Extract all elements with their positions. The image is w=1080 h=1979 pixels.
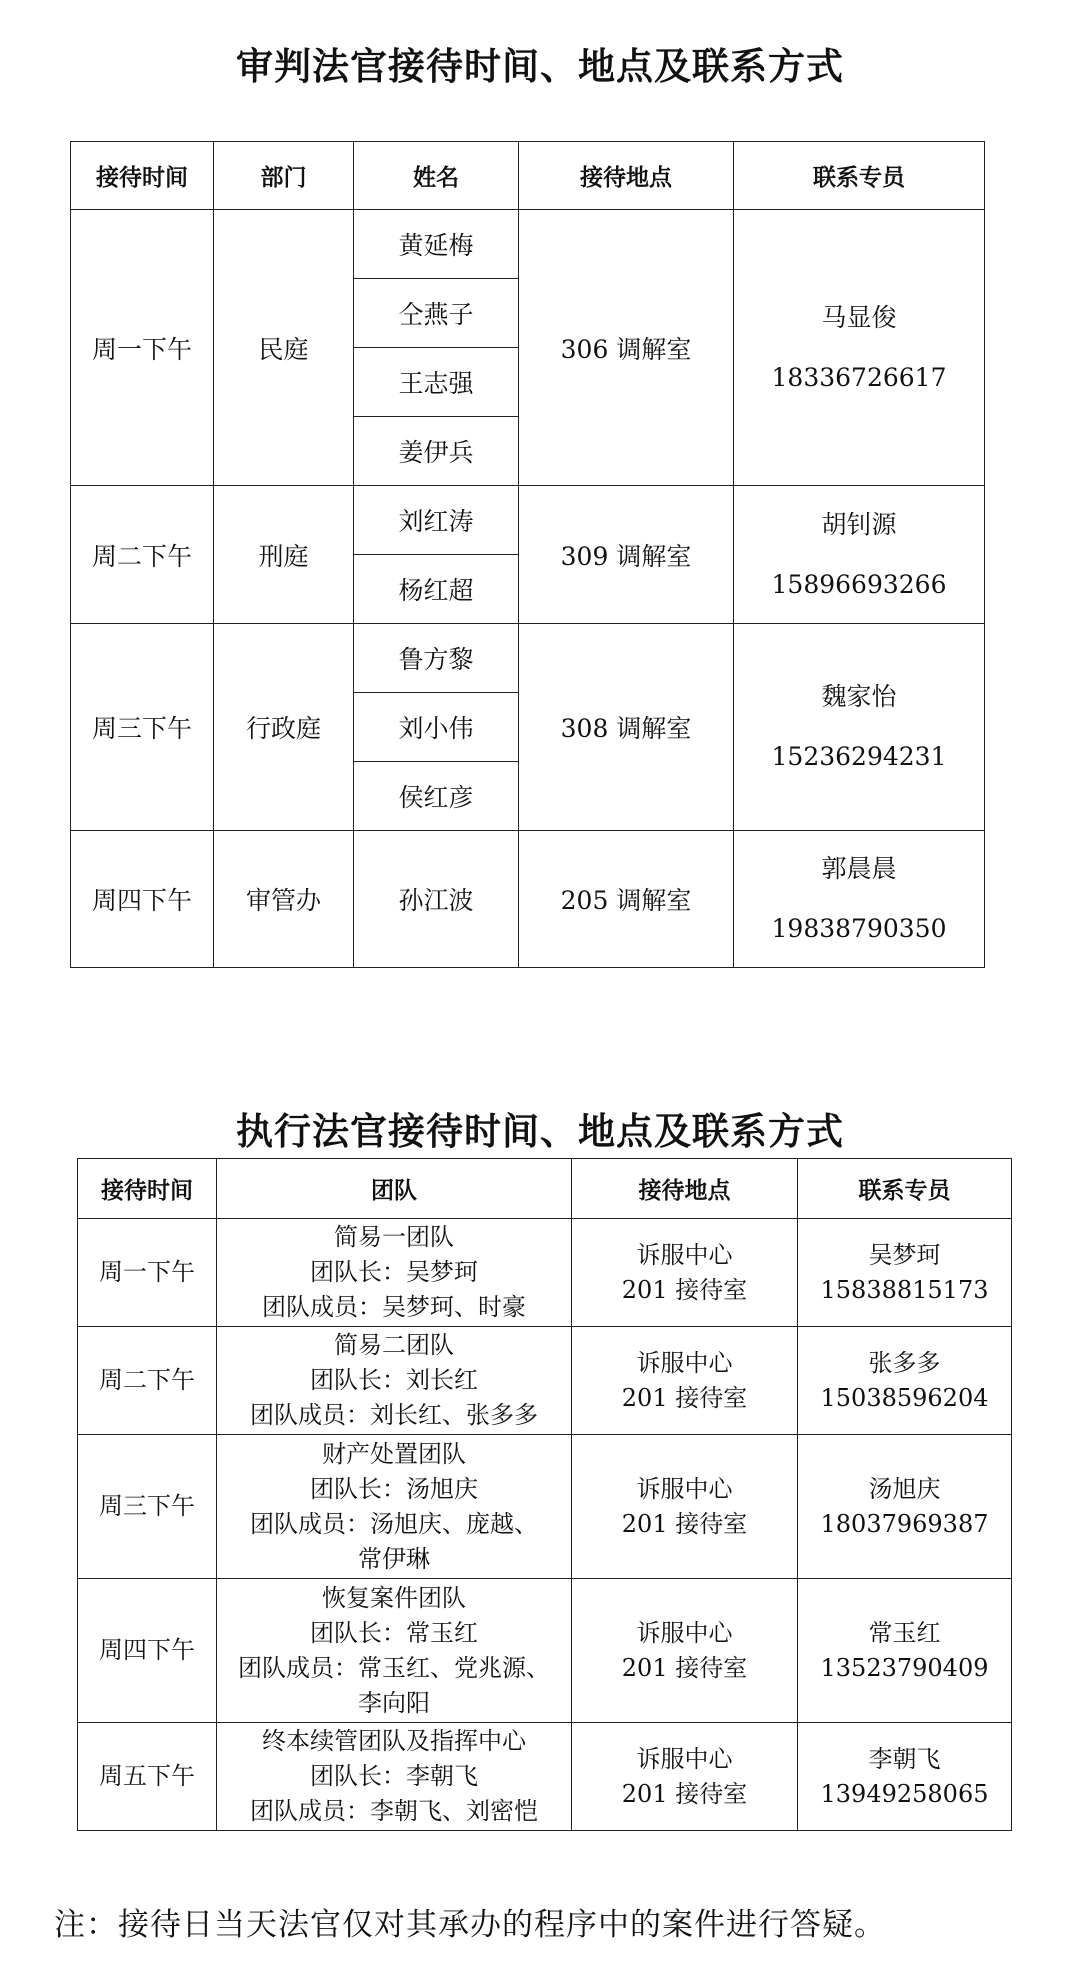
team-leader: 团队长：常玉红 — [310, 1618, 478, 1647]
location-line: 诉服中心 — [636, 1618, 733, 1647]
location-line: 诉服中心 — [636, 1348, 733, 1377]
team-name: 简易一团队 — [334, 1223, 454, 1251]
team-leader: 团队长：刘长红 — [310, 1366, 478, 1394]
team-leader: 团队长：吴梦珂 — [310, 1258, 478, 1286]
team-cell — [217, 1435, 572, 1579]
header-team: 团队 — [217, 1159, 572, 1219]
contact-phone: 18037969387 — [820, 1509, 989, 1538]
name-cell: 鲁方黎 — [354, 624, 519, 693]
location-line: 诉服中心 — [636, 1474, 733, 1503]
team-members-cont: 李向阳 — [358, 1688, 430, 1717]
location-cell: 306 调解室 — [519, 210, 734, 486]
team-leader: 团队长：李朝飞 — [310, 1762, 478, 1790]
time-cell: 周二下午 — [78, 1327, 217, 1435]
team-members-cont: 常伊琳 — [358, 1544, 430, 1573]
header-contact: 联系专员 — [798, 1159, 1012, 1219]
contact-name: 马显俊 — [821, 302, 897, 332]
header-dept: 部门 — [214, 142, 354, 210]
contact-phone: 18336726617 — [771, 362, 947, 392]
team-cell — [217, 1219, 572, 1327]
contact-cell — [798, 1579, 1012, 1723]
name-cell: 刘小伟 — [354, 693, 519, 762]
time-cell: 周二下午 — [71, 486, 214, 624]
location-line: 诉服中心 — [636, 1744, 733, 1773]
team-members: 团队成员：汤旭庆、庞越、 — [250, 1509, 538, 1538]
time-cell: 周四下午 — [78, 1579, 217, 1723]
name-cell: 侯红彦 — [354, 762, 519, 831]
time-cell: 周一下午 — [78, 1219, 217, 1327]
header-location: 接待地点 — [519, 142, 734, 210]
contact-phone: 19838790350 — [771, 914, 947, 943]
team-cell — [217, 1327, 572, 1435]
judge-reception-table — [70, 141, 985, 968]
header-time: 接待时间 — [71, 142, 214, 210]
team-members: 团队成员：刘长红、张多多 — [250, 1401, 538, 1429]
contact-cell — [798, 1327, 1012, 1435]
name-cell: 王志强 — [354, 348, 519, 417]
team-cell — [217, 1723, 572, 1831]
team-name: 简易二团队 — [334, 1331, 454, 1359]
location-line: 201 接待室 — [621, 1653, 748, 1682]
name-cell: 杨红超 — [354, 555, 519, 624]
contact-name: 李朝飞 — [868, 1744, 941, 1773]
contact-cell — [798, 1219, 1012, 1327]
header-location: 接待地点 — [572, 1159, 798, 1219]
team-name: 终本续管团队及指挥中心 — [262, 1727, 526, 1755]
location-cell: 205 调解室 — [519, 831, 734, 968]
location-line: 201 接待室 — [621, 1509, 748, 1538]
contact-name: 胡钊源 — [821, 509, 897, 539]
contact-cell — [734, 624, 985, 831]
footnote: 注：接待日当天法官仅对其承办的程序中的案件进行答疑。 — [54, 1907, 886, 1943]
location-cell: 308 调解室 — [519, 624, 734, 831]
table-row — [71, 624, 985, 693]
contact-cell — [734, 486, 985, 624]
time-cell: 周三下午 — [71, 624, 214, 831]
dept-cell: 民庭 — [214, 210, 354, 486]
location-cell — [572, 1327, 798, 1435]
table-row — [78, 1327, 1012, 1435]
contact-phone: 15236294231 — [771, 742, 947, 771]
time-cell: 周四下午 — [71, 831, 214, 968]
location-line: 诉服中心 — [636, 1240, 733, 1269]
location-line: 201 接待室 — [621, 1779, 748, 1808]
contact-name: 张多多 — [868, 1348, 941, 1377]
team-members: 团队成员：李朝飞、刘密恺 — [250, 1797, 538, 1825]
contact-cell — [798, 1723, 1012, 1831]
name-cell: 黄延梅 — [354, 210, 519, 279]
contact-name: 魏家怡 — [821, 682, 897, 711]
contact-phone: 13949258065 — [820, 1779, 989, 1808]
contact-phone: 15038596204 — [820, 1383, 989, 1412]
location-cell — [572, 1435, 798, 1579]
dept-cell: 审管办 — [214, 831, 354, 968]
location-cell — [572, 1723, 798, 1831]
team-leader: 团队长：汤旭庆 — [310, 1474, 478, 1503]
location-cell — [572, 1579, 798, 1723]
name-cell: 仝燕子 — [354, 279, 519, 348]
judge-table-title: 审判法官接待时间、地点及联系方式 — [236, 45, 844, 88]
header-name: 姓名 — [354, 142, 519, 210]
table-row — [78, 1435, 1012, 1579]
contact-name: 郭晨晨 — [821, 854, 897, 883]
contact-phone: 15896693266 — [771, 569, 947, 599]
team-name: 恢复案件团队 — [322, 1583, 466, 1612]
contact-name: 汤旭庆 — [868, 1474, 941, 1503]
contact-name: 吴梦珂 — [868, 1240, 941, 1269]
contact-cell — [734, 210, 985, 486]
contact-phone: 13523790409 — [820, 1653, 989, 1682]
location-line: 201 接待室 — [621, 1383, 748, 1412]
team-members: 团队成员：吴梦珂、时豪 — [262, 1293, 526, 1321]
name-cell: 孙江波 — [354, 831, 519, 968]
table-row — [71, 210, 985, 279]
name-cell: 刘红涛 — [354, 486, 519, 555]
name-cell: 姜伊兵 — [354, 417, 519, 486]
executor-table-title: 执行法官接待时间、地点及联系方式 — [236, 1110, 844, 1153]
contact-cell — [798, 1435, 1012, 1579]
team-members: 团队成员：常玉红、党兆源、 — [238, 1653, 550, 1682]
table-row — [78, 1723, 1012, 1831]
table-row — [71, 486, 985, 555]
team-cell — [217, 1579, 572, 1723]
dept-cell: 行政庭 — [214, 624, 354, 831]
time-cell: 周一下午 — [71, 210, 214, 486]
contact-phone: 15838815173 — [820, 1275, 989, 1304]
table-row — [71, 831, 985, 968]
executor-reception-table — [77, 1158, 1012, 1831]
contact-cell — [734, 831, 985, 968]
location-line: 201 接待室 — [621, 1275, 748, 1304]
team-name: 财产处置团队 — [322, 1439, 466, 1468]
time-cell: 周三下午 — [78, 1435, 217, 1579]
header-contact: 联系专员 — [734, 142, 985, 210]
location-cell — [572, 1219, 798, 1327]
table-row — [78, 1219, 1012, 1327]
location-cell: 309 调解室 — [519, 486, 734, 624]
contact-name: 常玉红 — [868, 1618, 941, 1647]
header-time: 接待时间 — [78, 1159, 217, 1219]
dept-cell: 刑庭 — [214, 486, 354, 624]
time-cell: 周五下午 — [78, 1723, 217, 1831]
table-row — [78, 1579, 1012, 1723]
